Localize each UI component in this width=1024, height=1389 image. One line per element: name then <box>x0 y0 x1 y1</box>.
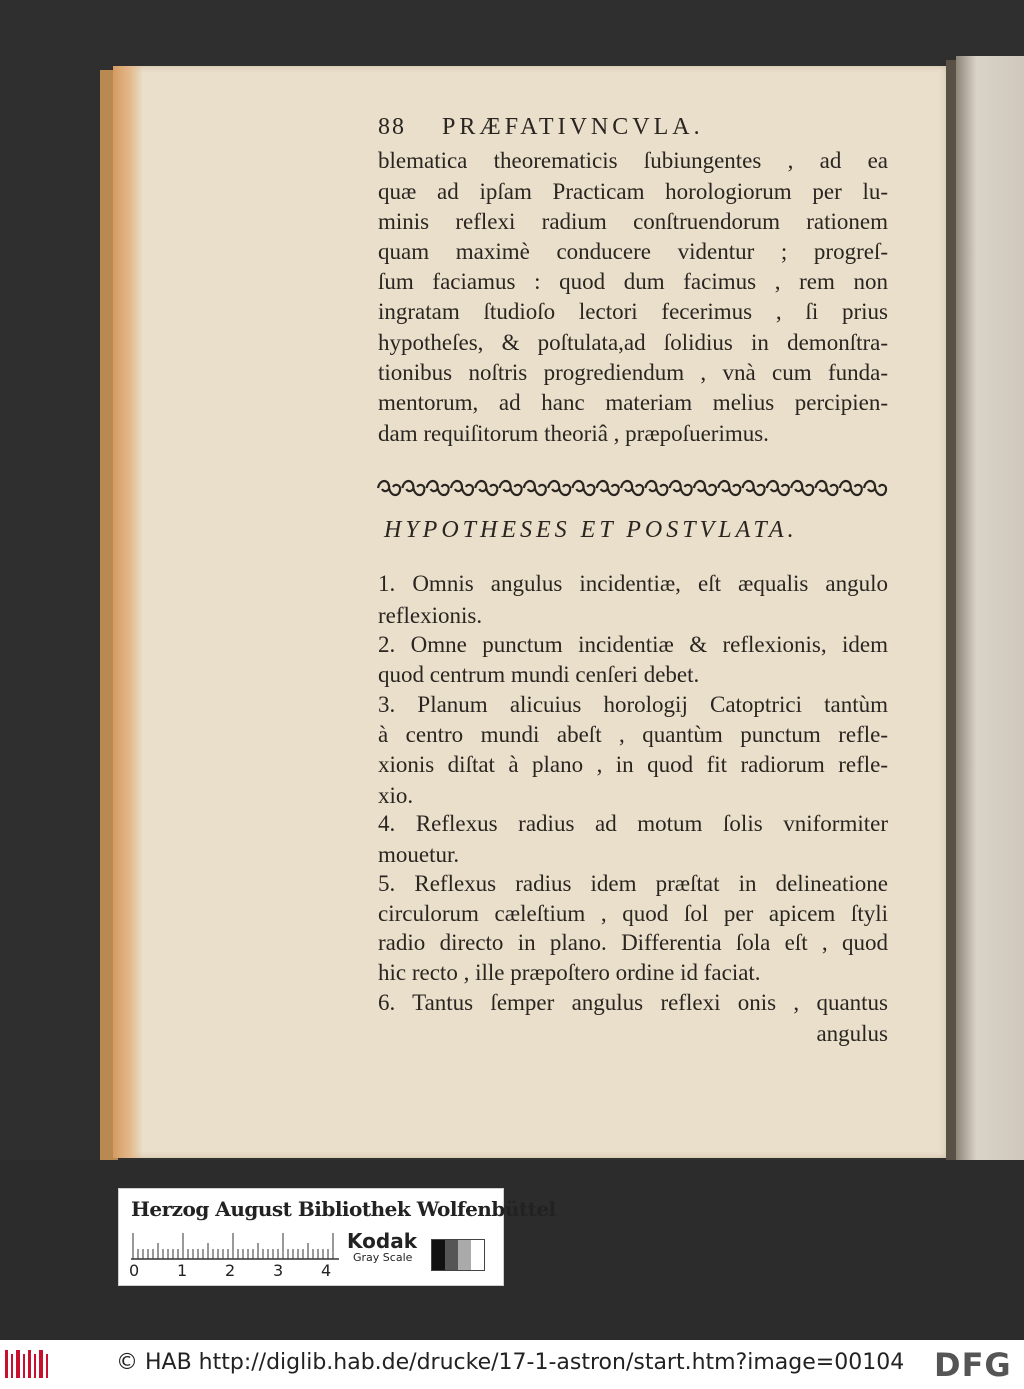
footer-bar <box>0 1340 1024 1389</box>
hypothesis-line: circulorum cæleſtium , quod ſol per apicem ſtyli <box>378 901 888 926</box>
hypothesis-line: 2. Omne punctum incidentiæ & reflexionis, idem <box>378 632 888 657</box>
dfg-logo: DFG <box>934 1346 1012 1384</box>
running-header <box>378 114 888 141</box>
gray-swatches <box>431 1239 485 1271</box>
hypothesis-line: xionis diſtat à plano , in quod fit radiorum refle- <box>378 752 888 777</box>
ruler-number: 0 <box>129 1261 140 1280</box>
hypothesis-line: 6. Tantus ſemper angulus reflexi onis , quantus <box>378 990 888 1015</box>
kodak-logo: Kodak <box>347 1229 417 1253</box>
hypothesis-line: 5. Reflexus radius idem præſtat in delineatione <box>378 871 888 896</box>
ornament-band <box>376 474 888 502</box>
page-edge-shading <box>113 66 143 1158</box>
hypothesis-line: quod centrum mundi cenſeri debet. <box>378 662 700 687</box>
text-line: ingratam ſtudioſo lectori fecerimus , ſi prius <box>378 299 888 324</box>
book-gutter <box>946 60 956 1160</box>
ruler-number: 1 <box>177 1261 188 1280</box>
text-line: tionibus noſtris progrediendum , vnà cum funda- <box>378 360 888 385</box>
hypothesis-line: xio. <box>378 783 414 808</box>
catchword: angulus <box>816 1021 888 1046</box>
ruler-scale <box>131 1233 339 1261</box>
copyright-link[interactable]: © HAB http://diglib.hab.de/drucke/17-1-astron/start.htm?image=00104 <box>116 1350 905 1375</box>
barcode-icon <box>4 1348 50 1380</box>
swatch-mid <box>458 1240 471 1270</box>
hypothesis-line: radio directo in plano. Differentia ſola eſt , quod <box>378 930 888 955</box>
hypothesis-line: hic recto , ille præpoſtero ordine id faciat. <box>378 960 761 985</box>
hypothesis-line: mouetur. <box>378 842 460 867</box>
ruler-number: 4 <box>321 1261 332 1280</box>
hypothesis-line: 4. Reflexus radius ad motum ſolis vniformiter <box>378 811 888 836</box>
text-line: minis reflexi radium conſtruendorum rationem <box>378 209 888 234</box>
text-line: blematica theorematicis ſubiungentes , ad ea <box>378 148 888 173</box>
hypothesis-line: 3. Planum alicuius horologij Catoptrici tantùm <box>378 692 888 717</box>
hypothesis-line: reflexionis. <box>378 603 483 628</box>
page-number: 88 <box>378 114 406 140</box>
hypothesis-line: à centro mundi abeſt , quantùm punctum refle- <box>378 722 888 747</box>
section-title: HYPOTHESES ET POSTVLATA. <box>384 517 798 543</box>
gray-scale-label: Gray Scale <box>353 1251 413 1264</box>
ruler-number: 3 <box>273 1261 284 1280</box>
swatch-white <box>471 1240 484 1270</box>
color-calibration-bar <box>118 1188 556 1286</box>
facing-page-edge <box>956 56 1024 1166</box>
hypothesis-line: 1. Omnis angulus incidentiæ, eſt æqualis angulo <box>378 571 888 596</box>
institution-name: Herzog August Bibliothek Wolfenbüttel <box>131 1197 556 1221</box>
text-line: dam requiſitorum theoriâ , præpoſuerimus. <box>378 421 769 446</box>
text-line: quæ ad ipſam Practicam horologiorum per lu- <box>378 179 888 204</box>
ruler-number: 2 <box>225 1261 236 1280</box>
swatch-black <box>432 1240 445 1270</box>
text-line: hypotheſes, & poſtulata,ad ſolidius in demonſtra- <box>378 330 888 355</box>
swatch-dark <box>445 1240 458 1270</box>
text-line: quam maximè conducere videntur ; progreſ- <box>378 239 888 264</box>
text-line: ſum faciamus : quod dum facimus , rem non <box>378 269 888 294</box>
text-line: mentorum, ad hanc materiam melius percipien- <box>378 390 888 415</box>
running-title: PRÆFATIVNCVLA. <box>442 114 704 140</box>
